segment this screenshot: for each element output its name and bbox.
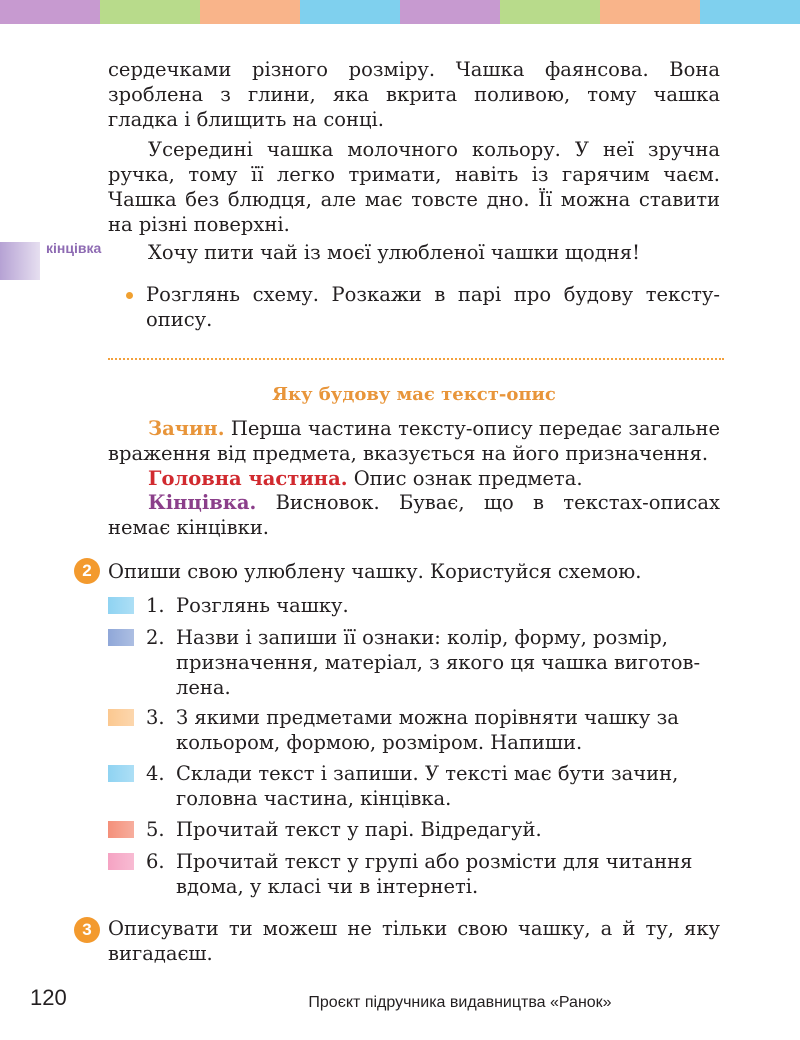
term-ending-text: Висновок. Буває, що в текстах-описах немає кінцівки. xyxy=(108,491,720,539)
term-ending: Кінцівка. xyxy=(148,491,257,514)
step-text-line: Розглянь чашку. xyxy=(176,594,349,617)
step-text-line: З якими предметами можна порівняти чашку за xyxy=(176,706,679,729)
step-number: 4. xyxy=(146,762,165,785)
step-number: 3. xyxy=(146,706,165,729)
bullet-text: Розглянь схему. Розкажи в парі про будову тексту-опису. xyxy=(146,283,720,331)
paragraph-2: Усередині чашка молочного кольору. У неї зручна ручка, тому її легко тримати, навіть із гарячим чаєм. Чашка без блюдця, але має товсте дно. Її можна ставити на різні поверхні. xyxy=(108,138,720,236)
infobox-item-intro xyxy=(108,416,720,466)
term-main-text: Опис ознак предмета. xyxy=(347,467,583,490)
infobox-title: Яку будову має текст-опис xyxy=(272,384,556,405)
step-color-swatch xyxy=(108,709,134,726)
step-item xyxy=(146,849,720,899)
step-text-line: Прочитай текст у групі або розмісти для читання xyxy=(176,850,693,873)
color-segment xyxy=(200,0,300,24)
step-text-line: Назви і запиши її ознаки: колір, форму, розмір, xyxy=(176,626,668,649)
page-number: 120 xyxy=(30,985,67,1010)
step-text-line: призначення, матеріал, з якого ця чашка виготов- xyxy=(176,651,701,674)
color-segment xyxy=(0,0,100,24)
side-label-ending: кінцівка xyxy=(46,240,102,256)
color-segment xyxy=(100,0,200,24)
color-segment xyxy=(400,0,500,24)
step-item xyxy=(146,625,720,700)
step-color-swatch xyxy=(108,821,134,838)
color-segment xyxy=(700,0,800,24)
step-text-line: кольором, формою, розміром. Напиши. xyxy=(176,731,583,754)
term-intro: Зачин. xyxy=(148,417,225,440)
bullet-icon xyxy=(126,292,133,299)
paragraph-1: сердечками різного розміру. Чашка фаянсова. Вона зроблена з глини, яка вкрита поливою, тому чашка гладка і блищить на сонці. xyxy=(108,58,720,131)
step-text-line: Склади текст і запиши. У тексті має бути зачин, xyxy=(176,762,679,785)
step-text-line: вдома, у класі чи в інтернеті. xyxy=(176,875,479,898)
step-color-swatch xyxy=(108,853,134,870)
task-2-number: 2 xyxy=(74,558,100,584)
task-2-text: Опиши свою улюблену чашку. Користуйся схемою. xyxy=(108,560,642,583)
step-item xyxy=(146,761,720,811)
term-intro-text: Перша частина тексту-опису передає загальне враження від предмета, вказується на його призначення. xyxy=(108,417,720,465)
task-3-text: Описувати ти можеш не тільки свою чашку, а й ту, яку вигадаєш. xyxy=(108,917,720,965)
color-segment xyxy=(300,0,400,24)
step-item xyxy=(146,817,720,842)
step-number: 5. xyxy=(146,818,165,841)
step-text-line: лена. xyxy=(176,676,231,699)
step-number: 2. xyxy=(146,626,165,649)
side-label-strip xyxy=(0,242,40,280)
dotted-divider xyxy=(108,358,724,360)
infobox-item-ending xyxy=(108,490,720,540)
footer-note: Проєкт підручника видавництва «Ранок» xyxy=(308,994,612,1011)
color-segment xyxy=(600,0,700,24)
task-3-number: 3 xyxy=(74,917,100,943)
step-item xyxy=(146,593,720,618)
step-number: 1. xyxy=(146,594,165,617)
infobox-item-main xyxy=(108,466,720,491)
step-text-line: головна частина, кінцівка. xyxy=(176,787,452,810)
step-number: 6. xyxy=(146,850,165,873)
step-color-swatch xyxy=(108,629,134,646)
color-segment xyxy=(500,0,600,24)
paragraph-3: Хочу пити чай із моєї улюбленої чашки щодня! xyxy=(148,241,640,264)
header-color-bar xyxy=(0,0,800,24)
term-main: Головна частина. xyxy=(148,467,348,490)
step-item xyxy=(146,705,720,755)
step-text-line: Прочитай текст у парі. Відредагуй. xyxy=(176,818,542,841)
step-color-swatch xyxy=(108,597,134,614)
step-color-swatch xyxy=(108,765,134,782)
